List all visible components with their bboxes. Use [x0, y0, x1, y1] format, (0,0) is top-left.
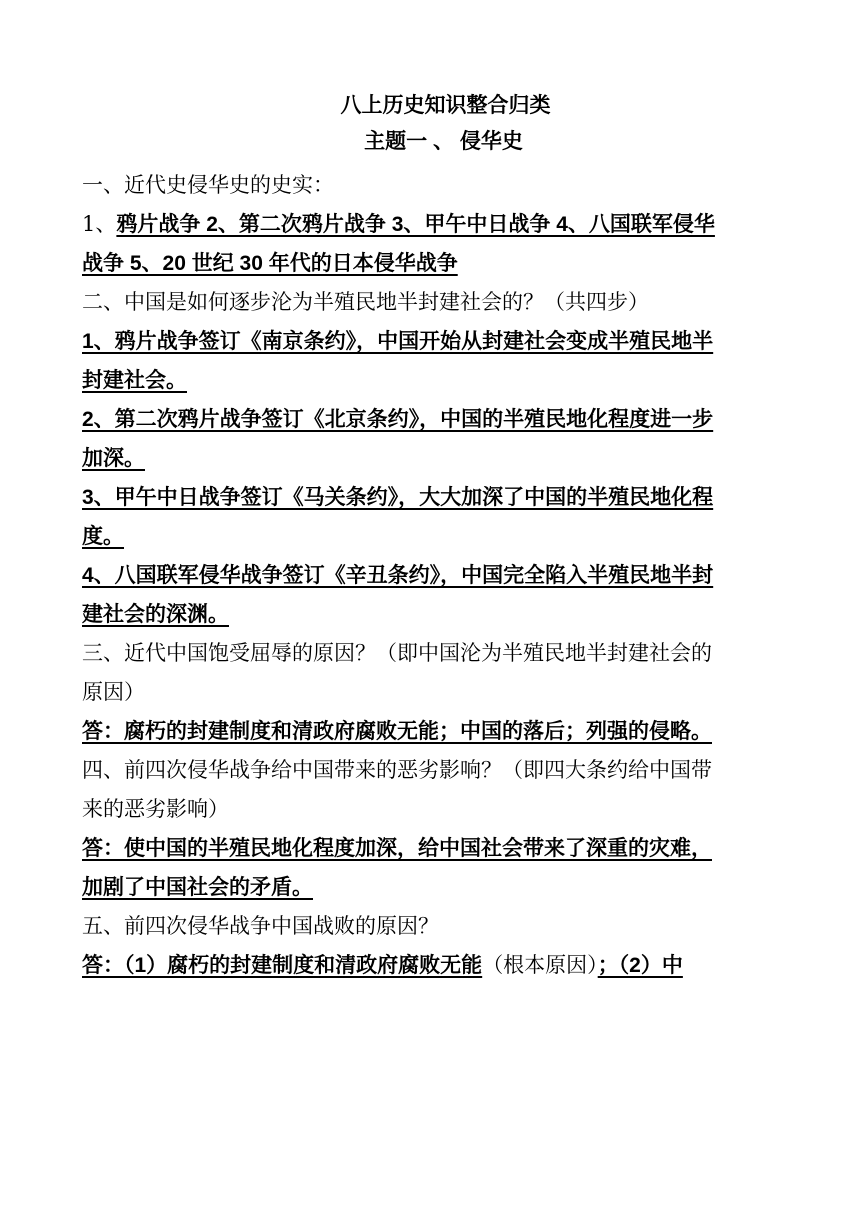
- answer-text: 度。: [82, 525, 124, 548]
- question-text: 来的恶劣影响）: [82, 797, 229, 821]
- text-span: （根本原因）: [482, 953, 598, 977]
- text-span: 1、: [82, 212, 117, 236]
- answer-text: 答：腐朽的封建制度和清政府腐败无能；中国的落后；列强的侵略。: [82, 720, 712, 743]
- text-line: [82, 205, 779, 244]
- answer-line: [82, 595, 779, 634]
- answer-text: 3、甲午中日战争签订《马关条约》，大大加深了中国的半殖民地化程: [82, 486, 714, 509]
- answer-text: 2、第二次鸦片战争签订《北京条约》，中国的半殖民地化程度进一步: [82, 408, 714, 431]
- answer-text: 加剧了中国社会的矛盾。: [82, 876, 313, 899]
- question-line: [82, 790, 779, 829]
- answer-line: [82, 868, 779, 907]
- answer-line: [82, 478, 779, 517]
- answer-text: 战争 5、20 世纪 30 年代的日本侵华战争: [82, 252, 458, 275]
- question-text: 二、中国是如何逐步沦为半殖民地半封建社会的？（共四步）: [82, 290, 649, 314]
- answer-line: [82, 244, 779, 283]
- answer-text: 答：（1）腐朽的封建制度和清政府腐败无能: [82, 954, 483, 977]
- document-body: [82, 166, 779, 985]
- answer-text: 4、八国联军侵华战争签订《辛丑条约》，中国完全陷入半殖民地半封: [82, 564, 714, 587]
- document-title: 八上历史知识整合归类: [340, 94, 551, 117]
- question-line: [82, 166, 779, 205]
- question-text: 原因）: [82, 680, 145, 704]
- answer-line: [82, 829, 779, 868]
- text-line: [82, 946, 779, 985]
- document-subtitle: 主题一 、 侵华史: [364, 130, 523, 153]
- question-text: 三、近代中国饱受屈辱的原因？（即中国沦为半殖民地半封建社会的: [82, 641, 712, 665]
- answer-line: [82, 712, 779, 751]
- answer-line: [82, 361, 779, 400]
- question-line: [82, 673, 779, 712]
- answer-line: [82, 322, 779, 361]
- question-line: [82, 907, 779, 946]
- answer-line: [82, 400, 779, 439]
- document-page: [82, 88, 779, 985]
- answer-text: 1、鸦片战争签订《南京条约》，中国开始从封建社会变成半殖民地半: [82, 330, 714, 353]
- answer-line: [82, 439, 779, 478]
- answer-text: ；（2）中: [597, 954, 683, 977]
- answer-text: 建社会的深渊。: [82, 603, 229, 626]
- answer-text: 鸦片战争 2、第二次鸦片战争 3、甲午中日战争 4、八国联军侵华: [116, 213, 715, 236]
- question-line: [82, 283, 779, 322]
- question-text: 五、前四次侵华战争中国战败的原因？: [82, 914, 439, 938]
- question-line: [82, 634, 779, 673]
- answer-text: 加深。: [82, 447, 145, 470]
- question-text: 四、前四次侵华战争给中国带来的恶劣影响？（即四大条约给中国带: [82, 758, 712, 782]
- answer-text: 封建社会。: [82, 369, 187, 392]
- answer-line: [82, 517, 779, 556]
- answer-line: [82, 556, 779, 595]
- answer-text: 答：使中国的半殖民地化程度加深，给中国社会带来了深重的灾难，: [82, 837, 712, 860]
- question-line: [82, 751, 779, 790]
- question-text: 一、近代史侵华史的史实：: [82, 173, 334, 197]
